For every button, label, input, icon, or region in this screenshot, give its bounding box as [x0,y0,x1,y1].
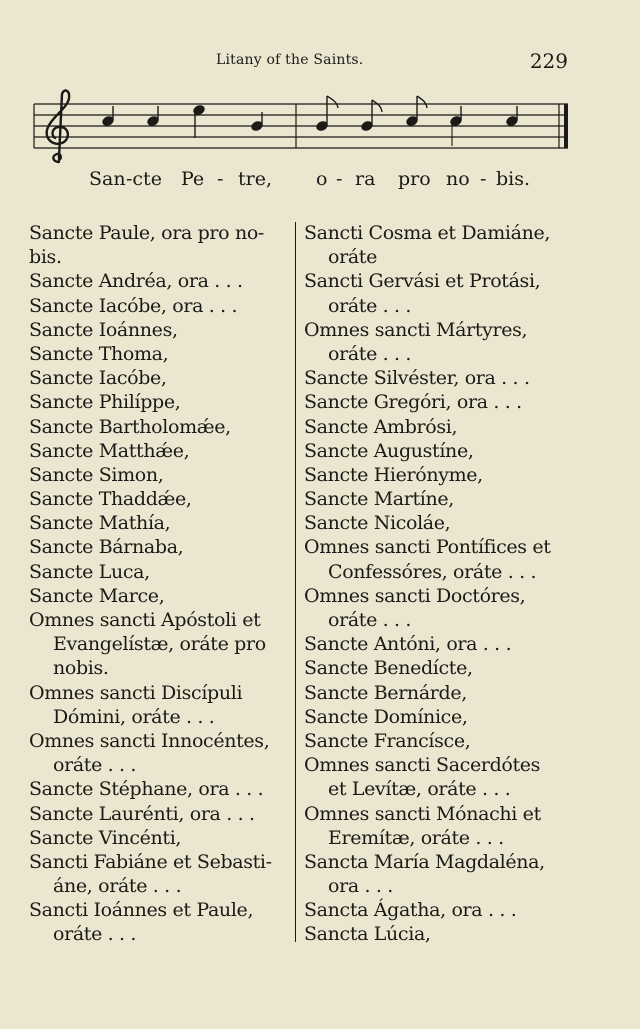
litany-line: Omnes sancti Sacerdótes [304,754,541,777]
page-number: 229 [529,49,568,73]
litany-line: oráte [328,246,377,269]
litany-line: Sancte Ambrósi, [304,415,458,438]
litany-line: Sancte Bartholomǽe, [29,415,231,438]
column-divider [295,222,296,942]
litany-line: et Levítæ, oráte . . . [328,778,511,801]
litany-line: Sancte Marce, [29,584,165,607]
litany-line: Omnes sancti Apóstoli et [29,609,261,631]
litany-line: Sancte Bernárde, [304,681,467,704]
syllable: - [336,168,343,190]
litany-line: Sancte Andréa, ora . . . [29,270,243,293]
litany-line: Sancte Ioánnes, [29,318,178,341]
litany-line: ora . . . [328,875,393,898]
litany-line: Confessóres, oráte . . . [328,560,537,583]
running-title: Litany of the Saints. [216,52,364,68]
litany-line: Omnes sancti Pontífices et [304,536,551,559]
litany-line: Sancte Stéphane, ora . . . [29,778,264,801]
litany-line: Omnes sancti Doctóres, [304,584,526,607]
litany-line: Eremítæ, oráte . . . [328,826,504,849]
litany-line: Omnes sancti Innocéntes, [29,729,270,752]
litany-line: oráte . . . [328,342,412,365]
litany-line: Sancta Ágatha, ora . . . [304,899,517,922]
litany-line: Sancte Simon, [29,463,164,486]
syllable: - [480,168,487,190]
syllable: pro [398,168,431,190]
litany-line: Sancte Mathía, [29,512,171,535]
syllable: o [316,168,328,190]
litany-line: Sancti Fabiáne et Sebasti- [29,850,272,873]
litany-line: bis. [29,246,62,269]
page-header [0,49,640,74]
syllable: Pe [181,168,205,190]
syllable: tre, [238,168,273,190]
litany-line: Sancte Matthǽe, [29,439,190,462]
litany-line: Evangelístæ, oráte pro [53,633,266,656]
litany-line: Sancte Augustíne, [304,439,474,462]
litany-line: Sancte Philíppe, [29,391,181,414]
litany-line: Sancte Benedícte, [304,657,473,680]
chant-syllables [0,168,640,194]
litany-line: nobis. [53,657,109,680]
staff-lines [34,104,568,148]
litany-line: Sancte Martíne, [304,488,454,511]
litany-line: Sancte Nicoláe, [304,512,451,535]
litany-line: Sancte Antóni, ora . . . [304,633,512,656]
litany-line: oráte . . . [328,294,412,317]
litany-line: Sancte Vincénti, [29,826,182,849]
litany-line: Omnes sancti Mártyres, [304,318,528,341]
litany-line: Sancte Laurénti, ora . . . [29,802,255,825]
litany-line: Sancte Thaddǽe, [29,488,192,511]
litany-line: oráte . . . [328,609,412,631]
litany-line: Omnes sancti Discípuli [29,681,243,704]
syllable: San [89,168,126,190]
litany-line: Sancte Iacóbe, [29,367,167,390]
litany-line: Omnes sancti Mónachi et [304,802,541,825]
litany-line: Sancte Gregóri, ora . . . [304,391,522,414]
litany-line: Sancte Silvéster, ora . . . [304,367,530,390]
syllable: no [446,168,470,190]
litany-line: Sancte Thoma, [29,342,169,365]
litany-line: Sancta María Magdaléna, [304,850,545,873]
litany-left-column [29,221,301,947]
litany-line: oráte . . . [53,754,137,777]
litany-line: oráte . . . [53,923,137,946]
chant-staff [28,88,578,168]
litany-line: Sancte Paule, ora pro no- [29,222,264,244]
litany-line: áne, oráte . . . [53,875,182,898]
litany-line: Sancte Luca, [29,560,150,583]
litany-line: Sancte Domínice, [304,705,468,728]
litany-line: Sancte Iacóbe, ora . . . [29,294,238,317]
litany-right-column [304,221,574,947]
syllable: - [217,168,224,190]
litany-line: Sancti Cosma et Damiáne, [304,222,551,244]
litany-line: Sancte Bárnaba, [29,536,184,559]
litany-line: Sancte Hierónyme, [304,463,483,486]
litany-line: Sancti Ioánnes et Paule, [29,899,254,922]
litany-line: Sancti Gervási et Protási, [304,270,541,293]
litany-line: Sancte Francísce, [304,729,471,752]
syllable: -cte [126,168,162,190]
litany-line: Dómini, oráte . . . [53,705,215,728]
syllable: ra [355,168,376,190]
litany-line: Sancta Lúcia, [304,923,431,946]
syllable: bis. [496,168,531,190]
